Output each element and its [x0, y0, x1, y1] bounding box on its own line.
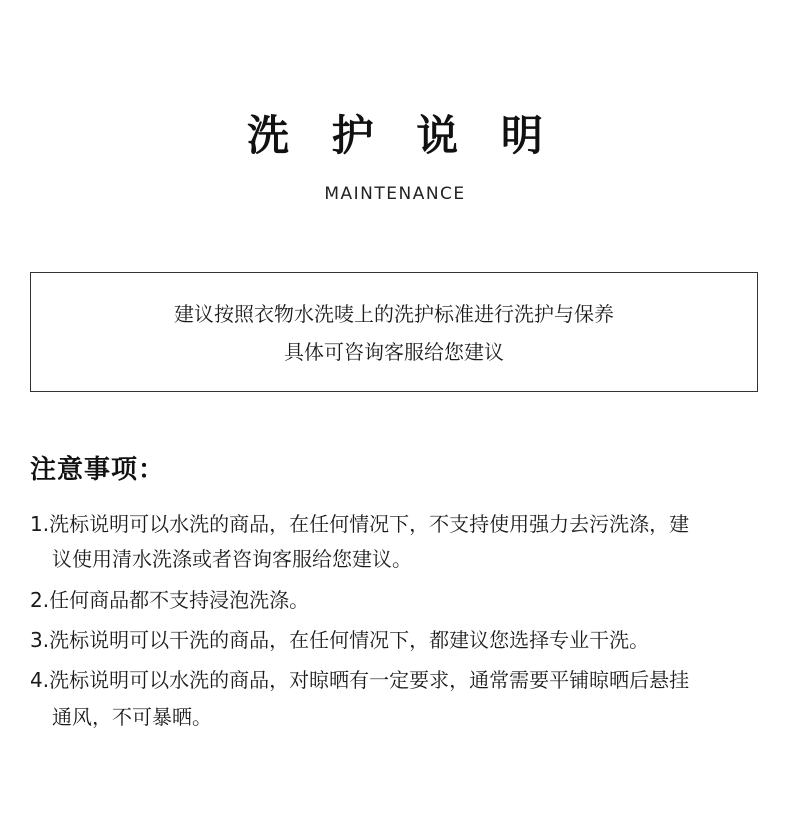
note-item-3: 3.洗标说明可以干洗的商品，在任何情况下，都建议您选择专业干洗。 [30, 628, 650, 652]
page-subtitle: MAINTENANCE [324, 184, 466, 204]
notes-heading: 注意事项： [30, 455, 166, 485]
page-title: 洗 护 说 明 [247, 111, 557, 160]
note-item-4-line-2: 通风，不可暴晒。 [52, 705, 212, 729]
note-item-1-line-2: 议使用清水洗涤或者咨询客服给您建议。 [52, 547, 412, 571]
note-item-2: 2.任何商品都不支持浸泡洗涤。 [30, 588, 310, 612]
notice-line: 建议按照衣物水洗唛上的洗护标准进行洗护与保养 [174, 302, 614, 326]
notice-box [30, 272, 758, 392]
note-item-1-line-1: 1.洗标说明可以水洗的商品，在任何情况下，不支持使用强力去污洗涤，建 [30, 512, 690, 536]
note-item-4-line-1: 4.洗标说明可以水洗的商品，对晾晒有一定要求，通常需要平铺晾晒后悬挂 [30, 668, 690, 692]
notice-line: 具体可咨询客服给您建议 [284, 340, 504, 364]
